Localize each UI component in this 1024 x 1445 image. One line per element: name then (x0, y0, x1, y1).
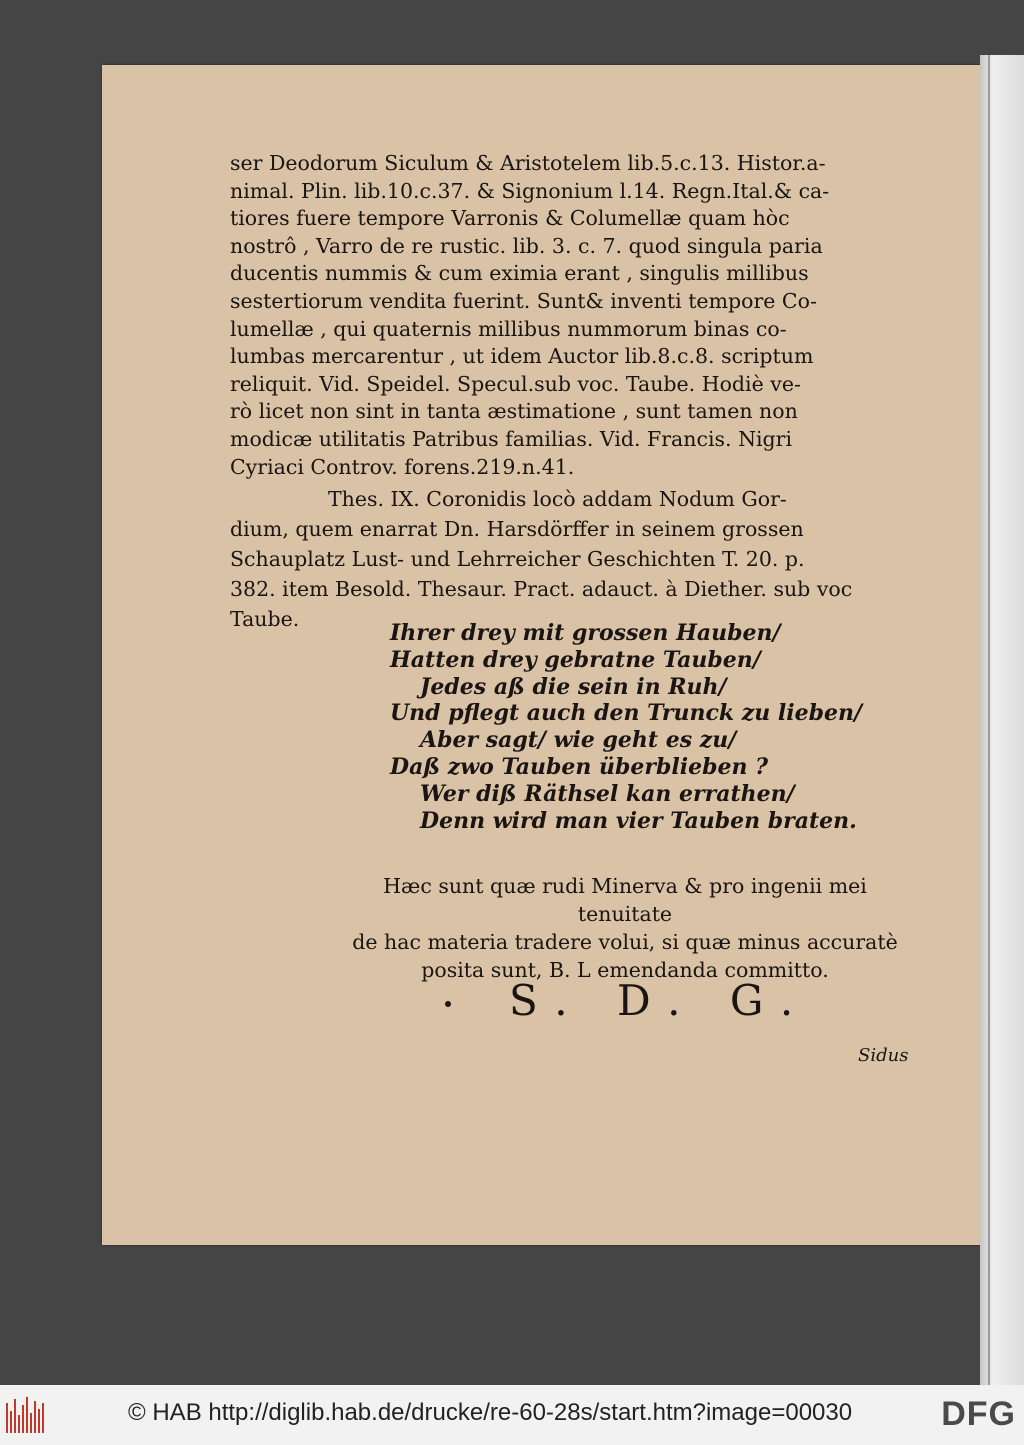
text-line: ducentis nummis & cum eximia erant , singulis millibus (230, 261, 809, 286)
text-line: reliquit. Vid. Speidel. Specul.sub voc. Taube. Hodiè ve- (230, 371, 801, 396)
text-line: posita sunt, B. L emendanda committo. (421, 958, 829, 982)
dfg-logo[interactable]: DFG (941, 1395, 1016, 1433)
text-line: lumbas mercarentur , ut idem Auctor lib.8.c.8. scriptum (230, 344, 814, 369)
page-fold (988, 55, 990, 1385)
copyright-link[interactable]: © HAB http://diglib.hab.de/drucke/re-60-28s/start.htm?image=00030 (128, 1399, 853, 1426)
poem-line: Jedes aß die sein in Ruh/ (420, 673, 727, 700)
main-paragraph (230, 150, 910, 481)
text-line: de hac materia tradere volui, si quæ minus accuratè (352, 930, 898, 954)
sdg-text: S. D. G. (509, 976, 812, 1025)
ornament-dot (445, 1001, 451, 1007)
text-line: 382. item Besold. Thesaur. Pract. adauct. à Diether. sub voc (230, 577, 853, 601)
text-line: sestertiorum vendita fuerint. Sunt& inventi tempore Co- (230, 288, 817, 313)
hab-logo-icon[interactable] (6, 1397, 46, 1433)
text-line: ser Deodorum Siculum & Aristotelem lib.5.c.13. Histor.a- (230, 151, 826, 175)
text-line: Taube. (230, 607, 300, 631)
poem-line: Denn wird man vier Tauben braten. (420, 807, 857, 834)
catchword: Sidus (858, 1045, 909, 1066)
sdg-signoff (445, 976, 811, 1025)
riddle-poem (390, 620, 862, 834)
text-line: nimal. Plin. lib.10.c.37. & Signonium l.14. Regn.Ital.& ca- (230, 178, 830, 203)
text-line: tiores fuere tempore Varronis & Columellæ quam hòc (230, 206, 790, 231)
text-line: nostrô , Varro de re rustic. lib. 3. c. 7. quod singula paria (230, 233, 823, 258)
text-line: Cyriaci Controv. forens.219.n.41. (230, 454, 575, 479)
text-line: Hæc sunt quæ rudi Minerva & pro ingenii mei tenuitate (383, 874, 867, 926)
text-line: Schauplatz Lust- und Lehrreicher Geschichten T. 20. p. (230, 547, 805, 571)
closing-paragraph (340, 872, 910, 984)
text-line: rò licet non sint in tanta æstimatione , sunt tamen non (230, 399, 798, 424)
poem-line: Aber sagt/ wie geht es zu/ (420, 727, 737, 754)
poem-line: Daß zwo Tauben überblieben ? (390, 753, 769, 780)
footer-bar (0, 1385, 1024, 1445)
poem-line: Wer diß Räthsel kan errathen/ (420, 780, 795, 807)
thesis-paragraph (230, 484, 910, 634)
text-line: dium, quem enarrat Dn. Harsdörffer in seinem grossen (230, 517, 804, 541)
poem-line: Hatten drey gebratne Tauben/ (390, 646, 761, 673)
text-line: Thes. IX. Coronidis locò addam Nodum Gor- (328, 487, 787, 511)
text-line: modicæ utilitatis Patribus familias. Vid. Francis. Nigri (230, 426, 793, 451)
poem-line: Und pflegt auch den Trunck zu lieben/ (390, 700, 863, 727)
adjacent-page-edge (980, 55, 1024, 1385)
text-line: lumellæ , qui quaternis millibus nummorum binas co- (230, 316, 787, 341)
poem-line: Ihrer drey mit grossen Hauben/ (390, 620, 781, 646)
